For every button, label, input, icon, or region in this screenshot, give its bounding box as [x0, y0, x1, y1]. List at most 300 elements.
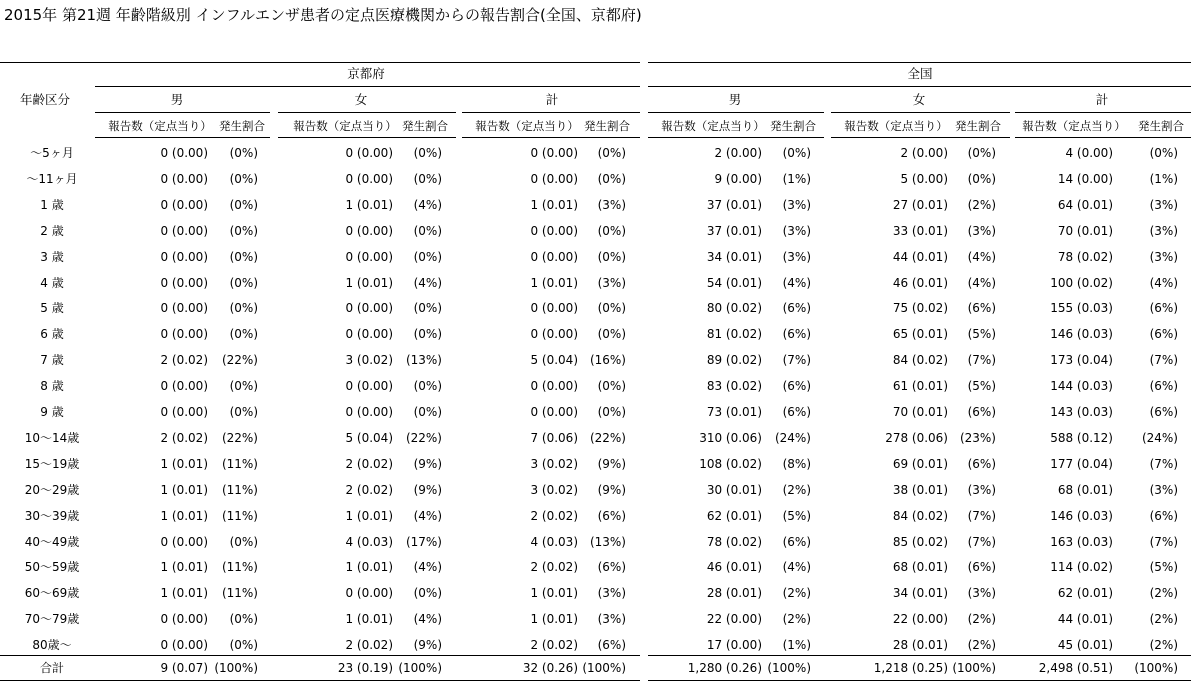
age-group-label: 9 歳: [40, 405, 64, 419]
report-count-cell: 3 (0.02): [530, 456, 578, 471]
report-count-cell: 0 (0.00): [345, 223, 393, 238]
influenza-report-table: [0, 60, 1191, 682]
ratio-cell: (2%): [1149, 612, 1178, 627]
ratio-cell: (6%): [967, 560, 996, 575]
age-group-label: 8 歳: [40, 379, 64, 394]
ratio-cell: (0%): [229, 327, 258, 342]
ratio-cell: (0%): [229, 223, 258, 238]
report-count-cell: 0 (0.00): [345, 146, 393, 160]
ratio-cell: (13%): [405, 353, 442, 368]
report-count-cell: 7 (0.06): [530, 430, 578, 445]
report-count-cell: 3 (0.02): [345, 353, 393, 368]
ratio-cell: (4%): [413, 197, 442, 212]
ratio-cell: (0%): [967, 146, 996, 160]
ratio-cell: (13%): [589, 534, 626, 549]
ratio-cell: (6%): [597, 560, 626, 575]
ratio-cell: (9%): [413, 456, 442, 471]
ratio-cell: (0%): [229, 275, 258, 290]
ratio-cell: (9%): [597, 456, 626, 471]
ratio-cell: (3%): [1149, 249, 1178, 264]
report-count-cell: 2 (0.00): [900, 146, 948, 160]
report-count-cell: 84 (0.02): [892, 353, 948, 368]
report-count-cell: 2,498 (0.51): [1038, 661, 1113, 675]
ratio-cell: (5%): [967, 327, 996, 342]
report-count-cell: 28 (0.01): [706, 586, 762, 601]
report-count-cell: 2 (0.02): [345, 456, 393, 471]
ratio-cell: (0%): [413, 327, 442, 342]
ratio-cell: (0%): [967, 171, 996, 186]
report-count-cell: 14 (0.00): [1057, 171, 1113, 186]
report-count-cell: 155 (0.03): [1050, 301, 1113, 316]
ratio-cell: (0%): [413, 249, 442, 264]
report-count-cell: 75 (0.02): [892, 301, 948, 316]
ratio-cell: (6%): [782, 534, 811, 549]
ratio-cell: (2%): [782, 612, 811, 627]
ratio-cell: (16%): [589, 353, 626, 368]
report-count-cell: 143 (0.03): [1050, 405, 1113, 419]
report-count-cell: 0 (0.00): [530, 249, 578, 264]
report-count-cell: 61 (0.01): [892, 379, 948, 394]
ratio-cell: (5%): [782, 508, 811, 523]
report-count-cell: 2 (0.02): [160, 430, 208, 445]
report-count-cell: 68 (0.01): [892, 560, 948, 575]
ratio-cell: (0%): [413, 405, 442, 419]
ratio-cell: (22%): [589, 430, 626, 445]
ratio-cell: (1%): [782, 171, 811, 186]
report-count-cell: 83 (0.02): [706, 379, 762, 394]
ratio-cell: (0%): [413, 301, 442, 316]
report-count-cell: 0 (0.00): [160, 249, 208, 264]
ratio-cell: (0%): [229, 249, 258, 264]
ratio-cell: (7%): [1149, 456, 1178, 471]
ratio-cell: (23%): [959, 430, 996, 445]
report-count-cell: 70 (0.01): [1057, 223, 1113, 238]
ratio-cell: (1%): [1149, 171, 1178, 186]
report-count-cell: 28 (0.01): [892, 638, 948, 653]
ratio-cell: (9%): [413, 638, 442, 653]
age-group-label: 7 歳: [40, 353, 64, 368]
report-count-cell: 54 (0.01): [706, 275, 762, 290]
report-count-cell: 163 (0.03): [1050, 534, 1113, 549]
total-top-rule: [648, 655, 1191, 656]
report-count-cell: 78 (0.02): [706, 534, 762, 549]
ratio-cell: (9%): [413, 482, 442, 497]
ratio-cell: (11%): [221, 586, 258, 601]
ratio-cell: (11%): [221, 456, 258, 471]
report-count-cell: 146 (0.03): [1050, 327, 1113, 342]
age-group-label: 10～14歳: [24, 430, 80, 445]
report-count-cell: 1 (0.01): [345, 612, 393, 627]
ratio-cell: (3%): [782, 223, 811, 238]
ratio-cell: (0%): [597, 223, 626, 238]
report-count-cell: 0 (0.00): [345, 586, 393, 601]
ratio-cell: (6%): [597, 508, 626, 523]
ratio-cell: (0%): [229, 612, 258, 627]
ratio-cell: (3%): [597, 197, 626, 212]
ratio-cell: (6%): [1149, 508, 1178, 523]
report-count-cell: 2 (0.02): [345, 482, 393, 497]
bottom-rule: [0, 680, 640, 681]
reports-per-sentinel-header: 報告数（定点当り）: [661, 119, 765, 133]
ratio-cell: (0%): [597, 301, 626, 316]
report-count-cell: 0 (0.00): [160, 534, 208, 549]
report-count-cell: 44 (0.01): [892, 249, 948, 264]
bottom-rule: [648, 680, 1191, 681]
ratio-cell: (22%): [405, 430, 442, 445]
ratio-cell: (3%): [597, 586, 626, 601]
report-count-cell: 37 (0.01): [706, 223, 762, 238]
ratio-cell: (4%): [413, 275, 442, 290]
subheader-underline: [462, 137, 640, 138]
age-group-label: ～5ヶ月: [30, 146, 74, 160]
report-count-cell: 22 (0.00): [706, 612, 762, 627]
report-count-cell: 45 (0.01): [1057, 638, 1113, 653]
ratio-cell: (4%): [967, 249, 996, 264]
report-count-cell: 0 (0.00): [530, 146, 578, 160]
report-count-cell: 1,218 (0.25): [873, 661, 948, 675]
report-count-cell: 278 (0.06): [885, 430, 948, 445]
ratio-cell: (6%): [1149, 327, 1178, 342]
report-count-cell: 146 (0.03): [1050, 508, 1113, 523]
region-underline: [648, 86, 1191, 87]
report-count-cell: 1 (0.01): [530, 586, 578, 601]
report-count-cell: 0 (0.00): [345, 327, 393, 342]
ratio-cell: (7%): [1149, 534, 1178, 549]
occurrence-ratio-header: 発生割合: [955, 119, 1001, 133]
ratio-cell: (6%): [782, 327, 811, 342]
ratio-cell: (11%): [221, 508, 258, 523]
subheader-underline: [831, 137, 1010, 138]
ratio-cell: (3%): [967, 482, 996, 497]
report-count-cell: 17 (0.00): [706, 638, 762, 653]
report-count-cell: 80 (0.02): [706, 301, 762, 316]
report-count-cell: 0 (0.00): [160, 612, 208, 627]
ratio-cell: (2%): [967, 197, 996, 212]
occurrence-ratio-header: 発生割合: [1138, 119, 1184, 133]
ratio-cell: (9%): [597, 482, 626, 497]
ratio-cell: (6%): [1149, 379, 1178, 394]
ratio-cell: (0%): [597, 171, 626, 186]
report-count-cell: 310 (0.06): [699, 430, 762, 445]
report-count-cell: 37 (0.01): [706, 197, 762, 212]
ratio-cell: (11%): [221, 560, 258, 575]
region-underline: [95, 86, 640, 87]
age-group-label: 20～29歳: [24, 482, 80, 497]
ratio-cell: (22%): [221, 430, 258, 445]
ratio-cell: (0%): [413, 171, 442, 186]
ratio-cell: (6%): [782, 301, 811, 316]
ratio-cell: (5%): [967, 379, 996, 394]
ratio-cell: (17%): [405, 534, 442, 549]
reports-per-sentinel-header: 報告数（定点当り）: [475, 119, 579, 133]
report-count-cell: 1 (0.01): [160, 560, 208, 575]
ratio-cell: (3%): [782, 197, 811, 212]
report-count-cell: 0 (0.00): [530, 379, 578, 394]
report-count-cell: 0 (0.00): [160, 197, 208, 212]
report-count-cell: 0 (0.00): [345, 171, 393, 186]
ratio-cell: (6%): [967, 405, 996, 419]
subheader-underline: [648, 137, 824, 138]
ratio-cell: (0%): [229, 405, 258, 419]
sex-underline: [462, 112, 640, 113]
ratio-cell: (4%): [782, 275, 811, 290]
sex-underline: [278, 112, 456, 113]
report-count-cell: 0 (0.00): [160, 379, 208, 394]
report-count-cell: 0 (0.00): [160, 301, 208, 316]
report-count-cell: 1 (0.01): [345, 275, 393, 290]
top-rule: [648, 62, 1191, 63]
sex-header: 計: [1095, 92, 1109, 107]
report-count-cell: 30 (0.01): [706, 482, 762, 497]
report-count-cell: 0 (0.00): [160, 275, 208, 290]
ratio-cell: (7%): [967, 508, 996, 523]
age-group-label: 30～39歳: [24, 508, 80, 523]
report-count-cell: 1 (0.01): [345, 197, 393, 212]
ratio-cell: (0%): [229, 379, 258, 394]
sex-underline: [95, 112, 270, 113]
report-count-cell: 5 (0.04): [530, 353, 578, 368]
ratio-cell: (2%): [967, 638, 996, 653]
report-count-cell: 4 (0.03): [345, 534, 393, 549]
report-count-cell: 22 (0.00): [892, 612, 948, 627]
report-count-cell: 1 (0.01): [160, 508, 208, 523]
ratio-cell: (8%): [782, 456, 811, 471]
age-group-label: 40～49歳: [24, 534, 80, 549]
ratio-cell: (0%): [597, 405, 626, 419]
age-group-label: 4 歳: [40, 275, 64, 290]
ratio-cell: (2%): [782, 586, 811, 601]
report-count-cell: 78 (0.02): [1057, 249, 1113, 264]
ratio-cell: (1%): [782, 638, 811, 653]
age-group-label: 70～79歳: [24, 612, 80, 627]
report-count-cell: 2 (0.02): [530, 638, 578, 653]
report-count-cell: 73 (0.01): [706, 405, 762, 419]
age-group-label: 15～19歳: [24, 456, 80, 471]
ratio-cell: (6%): [782, 379, 811, 394]
age-group-label: 50～59歳: [24, 560, 80, 575]
report-count-cell: 177 (0.04): [1050, 456, 1113, 471]
subheader-underline: [278, 137, 456, 138]
report-count-cell: 1 (0.01): [530, 197, 578, 212]
sex-header: 女: [354, 92, 368, 107]
report-count-cell: 1 (0.01): [345, 508, 393, 523]
report-count-cell: 0 (0.00): [530, 327, 578, 342]
age-group-label: 6 歳: [40, 327, 64, 342]
report-count-cell: 65 (0.01): [892, 327, 948, 342]
report-count-cell: 0 (0.00): [160, 327, 208, 342]
report-count-cell: 9 (0.07): [160, 661, 208, 675]
age-group-label: 合計: [39, 661, 65, 675]
report-count-cell: 1,280 (0.26): [687, 661, 762, 675]
ratio-cell: (22%): [221, 353, 258, 368]
report-count-cell: 4 (0.03): [530, 534, 578, 549]
reports-per-sentinel-header: 報告数（定点当り）: [108, 119, 212, 133]
report-count-cell: 588 (0.12): [1050, 430, 1113, 445]
report-count-cell: 2 (0.02): [530, 560, 578, 575]
ratio-cell: (3%): [967, 586, 996, 601]
sex-header: 男: [170, 92, 184, 107]
report-count-cell: 114 (0.02): [1050, 560, 1113, 575]
ratio-cell: (3%): [1149, 197, 1178, 212]
ratio-cell: (6%): [782, 405, 811, 419]
ratio-cell: (0%): [229, 301, 258, 316]
region-header-national: 全国: [907, 66, 933, 81]
report-count-cell: 46 (0.01): [892, 275, 948, 290]
report-count-cell: 0 (0.00): [160, 146, 208, 160]
report-count-cell: 2 (0.02): [530, 508, 578, 523]
ratio-cell: (100%): [214, 661, 258, 675]
ratio-cell: (5%): [1149, 560, 1178, 575]
top-rule: [0, 62, 640, 63]
occurrence-ratio-header: 発生割合: [770, 119, 816, 133]
report-count-cell: 84 (0.02): [892, 508, 948, 523]
sex-underline: [831, 112, 1010, 113]
ratio-cell: (0%): [597, 249, 626, 264]
ratio-cell: (0%): [597, 146, 626, 160]
sex-header: 女: [912, 92, 926, 107]
occurrence-ratio-header: 発生割合: [584, 119, 630, 133]
ratio-cell: (4%): [413, 508, 442, 523]
report-count-cell: 0 (0.00): [345, 249, 393, 264]
report-count-cell: 0 (0.00): [345, 405, 393, 419]
reports-per-sentinel-header: 報告数（定点当り）: [1022, 119, 1126, 133]
ratio-cell: (0%): [782, 146, 811, 160]
report-count-cell: 38 (0.01): [892, 482, 948, 497]
age-group-header: 年齢区分: [19, 92, 71, 107]
ratio-cell: (3%): [1149, 223, 1178, 238]
report-count-cell: 62 (0.01): [706, 508, 762, 523]
sex-header: 計: [545, 92, 559, 107]
ratio-cell: (7%): [967, 353, 996, 368]
report-count-cell: 3 (0.02): [530, 482, 578, 497]
ratio-cell: (4%): [1149, 275, 1178, 290]
report-count-cell: 0 (0.00): [160, 223, 208, 238]
report-count-cell: 0 (0.00): [160, 171, 208, 186]
report-count-cell: 1 (0.01): [160, 586, 208, 601]
ratio-cell: (0%): [229, 534, 258, 549]
ratio-cell: (0%): [597, 327, 626, 342]
ratio-cell: (6%): [967, 301, 996, 316]
age-group-label: 1 歳: [40, 197, 64, 212]
region-header-kyoto: 京都府: [347, 66, 385, 81]
report-count-cell: 23 (0.19): [337, 661, 393, 675]
subheader-underline: [95, 137, 270, 138]
report-count-cell: 32 (0.26): [522, 661, 578, 675]
report-count-cell: 44 (0.01): [1057, 612, 1113, 627]
report-count-cell: 0 (0.00): [345, 301, 393, 316]
report-count-cell: 81 (0.02): [706, 327, 762, 342]
report-count-cell: 33 (0.01): [892, 223, 948, 238]
ratio-cell: (0%): [413, 586, 442, 601]
report-count-cell: 0 (0.00): [530, 405, 578, 419]
ratio-cell: (2%): [782, 482, 811, 497]
report-count-cell: 85 (0.02): [892, 534, 948, 549]
ratio-cell: (6%): [1149, 405, 1178, 419]
ratio-cell: (2%): [1149, 586, 1178, 601]
ratio-cell: (100%): [952, 661, 996, 675]
age-group-label: 5 歳: [40, 301, 64, 316]
ratio-cell: (0%): [229, 171, 258, 186]
report-count-cell: 46 (0.01): [706, 560, 762, 575]
report-count-cell: 89 (0.02): [706, 353, 762, 368]
ratio-cell: (3%): [597, 612, 626, 627]
report-count-cell: 108 (0.02): [699, 456, 762, 471]
report-count-cell: 5 (0.00): [900, 171, 948, 186]
ratio-cell: (100%): [767, 661, 811, 675]
sex-header: 男: [728, 92, 742, 107]
report-count-cell: 1 (0.01): [160, 482, 208, 497]
report-count-cell: 34 (0.01): [706, 249, 762, 264]
report-count-cell: 144 (0.03): [1050, 379, 1113, 394]
report-count-cell: 0 (0.00): [345, 379, 393, 394]
ratio-cell: (100%): [398, 661, 442, 675]
report-count-cell: 173 (0.04): [1050, 353, 1113, 368]
report-count-cell: 0 (0.00): [160, 405, 208, 419]
ratio-cell: (3%): [782, 249, 811, 264]
ratio-cell: (2%): [1149, 638, 1178, 653]
report-count-cell: 34 (0.01): [892, 586, 948, 601]
ratio-cell: (100%): [1134, 661, 1178, 675]
ratio-cell: (0%): [229, 146, 258, 160]
report-count-cell: 0 (0.00): [530, 223, 578, 238]
report-count-cell: 5 (0.04): [345, 430, 393, 445]
report-count-cell: 1 (0.01): [530, 612, 578, 627]
total-top-rule: [0, 655, 640, 656]
report-count-cell: 69 (0.01): [892, 456, 948, 471]
report-count-cell: 4 (0.00): [1065, 146, 1113, 160]
ratio-cell: (0%): [413, 379, 442, 394]
sex-underline: [1015, 112, 1191, 113]
ratio-cell: (4%): [413, 612, 442, 627]
ratio-cell: (4%): [413, 560, 442, 575]
report-count-cell: 0 (0.00): [530, 171, 578, 186]
age-group-label: 60～69歳: [24, 586, 80, 601]
report-count-cell: 2 (0.02): [160, 353, 208, 368]
ratio-cell: (0%): [413, 223, 442, 238]
sex-underline: [648, 112, 824, 113]
report-count-cell: 1 (0.01): [530, 275, 578, 290]
ratio-cell: (7%): [967, 534, 996, 549]
ratio-cell: (0%): [1149, 146, 1178, 160]
occurrence-ratio-header: 発生割合: [402, 119, 448, 133]
age-group-label: 80歳～: [32, 638, 72, 653]
ratio-cell: (2%): [967, 612, 996, 627]
ratio-cell: (6%): [597, 638, 626, 653]
age-group-label: ～11ヶ月: [26, 171, 78, 186]
report-count-cell: 1 (0.01): [160, 456, 208, 471]
ratio-cell: (24%): [1141, 430, 1178, 445]
ratio-cell: (7%): [782, 353, 811, 368]
ratio-cell: (6%): [967, 456, 996, 471]
ratio-cell: (0%): [229, 197, 258, 212]
ratio-cell: (100%): [582, 661, 626, 675]
ratio-cell: (4%): [967, 275, 996, 290]
report-count-cell: 2 (0.00): [714, 146, 762, 160]
ratio-cell: (3%): [1149, 482, 1178, 497]
age-group-label: 3 歳: [40, 249, 64, 264]
page-title: 2015年 第21週 年齢階級別 インフルエンザ患者の定点医療機関からの報告割合(全国、京都府): [4, 6, 642, 24]
subheader-underline: [1015, 137, 1191, 138]
report-count-cell: 70 (0.01): [892, 405, 948, 419]
age-group-label: 2 歳: [40, 223, 64, 238]
report-count-cell: 62 (0.01): [1057, 586, 1113, 601]
ratio-cell: (4%): [782, 560, 811, 575]
reports-per-sentinel-header: 報告数（定点当り）: [293, 119, 397, 133]
ratio-cell: (0%): [597, 379, 626, 394]
report-count-cell: 9 (0.00): [714, 171, 762, 186]
ratio-cell: (7%): [1149, 353, 1178, 368]
report-count-cell: 0 (0.00): [160, 638, 208, 653]
